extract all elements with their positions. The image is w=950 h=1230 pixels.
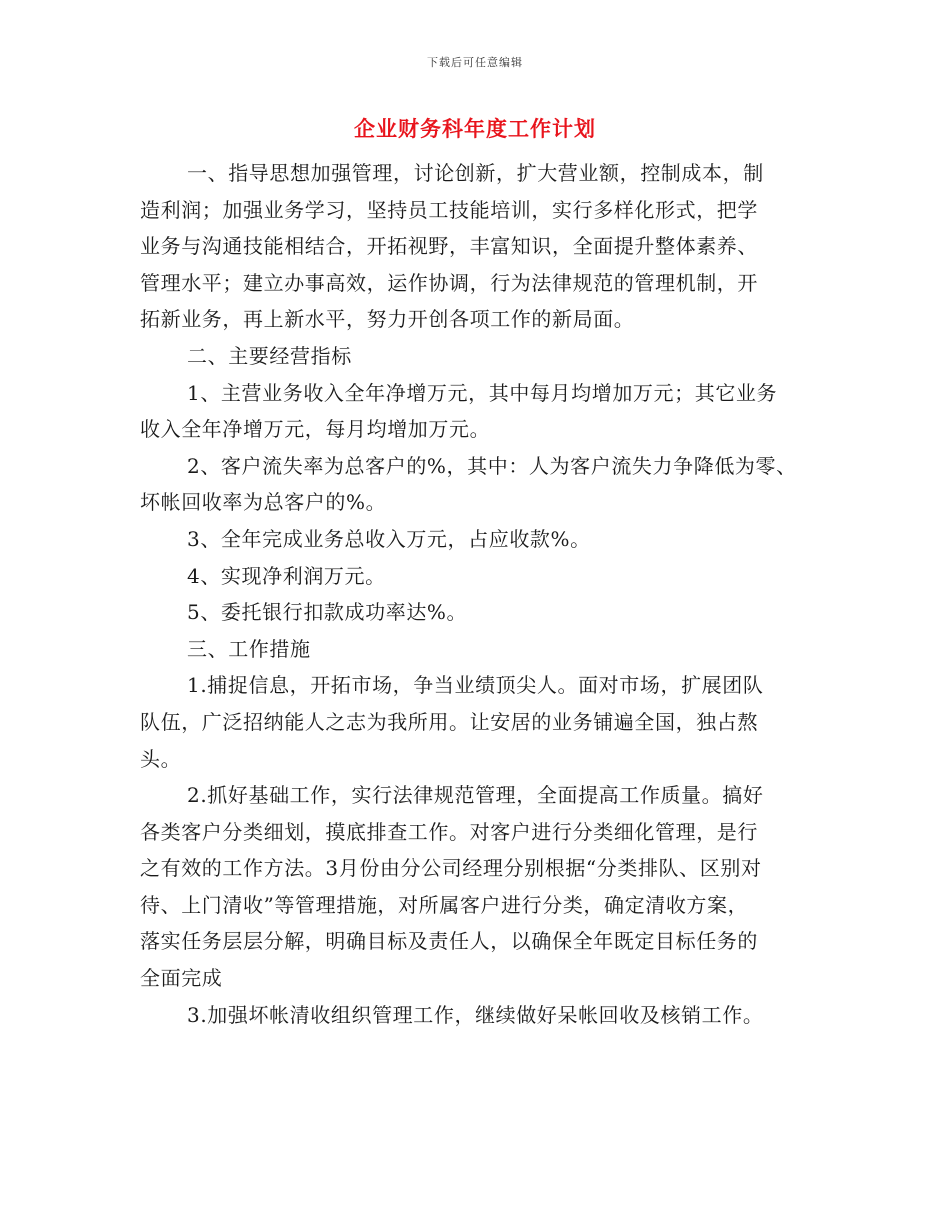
- body-line: 坏帐回收率为总客户的%。: [140, 490, 387, 515]
- body-line: 队伍，广泛招纳能人之志为我所用。让安居的业务铺遍全国，独占熬: [140, 709, 758, 734]
- body-line: 1、主营业务收入全年净增万元，其中每月均增加万元；其它业务: [187, 380, 778, 405]
- body-line: 待、上门清收”等管理措施，对所属客户进行分类，确定清收方案，: [140, 892, 749, 917]
- body-line: 各类客户分类细划，摸底排查工作。对客户进行分类细化管理，是行: [140, 819, 758, 844]
- document-body: [140, 155, 820, 1033]
- body-line: 3、全年完成业务总收入万元，占应收款%。: [187, 526, 591, 551]
- body-line: 二、主要经营指标: [187, 343, 352, 368]
- body-line: 收入全年净增万元，每月均增加万元。: [140, 417, 491, 442]
- body-line: 之有效的工作方法。3月份由分公司经理分别根据“分类排队、区别对: [140, 856, 762, 881]
- body-line: 4、实现净利润万元。: [187, 563, 386, 588]
- body-line: 三、工作措施: [187, 636, 311, 661]
- body-line: 3.加强坏帐清收组织管理工作，继续做好呆帐回收及核销工作。: [187, 1002, 764, 1027]
- body-line: 落实任务层层分解，明确目标及责任人，以确保全年既定目标任务的: [140, 929, 758, 954]
- body-line: 全面完成: [140, 966, 223, 991]
- body-line: 业务与沟通技能相结合，开拓视野，丰富知识，全面提升整体素养、: [140, 234, 758, 259]
- header-note: 下载后可任意编辑: [427, 56, 523, 69]
- body-line: 1.捕捉信息，开拓市场，争当业绩顶尖人。面对市场，扩展团队: [187, 673, 764, 698]
- body-line: 2.抓好基础工作，实行法律规范管理，全面提高工作质量。搞好: [187, 783, 764, 808]
- body-line: 拓新业务，再上新水平，努力开创各项工作的新局面。: [140, 307, 635, 332]
- body-line: 管理水平；建立办事高效，运作协调，行为法律规范的管理机制，开: [140, 270, 758, 295]
- body-line: 5、委托银行扣款成功率达%。: [187, 600, 468, 625]
- document-title: 企业财务科年度工作计划: [354, 116, 596, 141]
- body-line: 造利润；加强业务学习，坚持员工技能培训，实行多样化形式，把学: [140, 197, 758, 222]
- body-line: 一、指导思想加强管理，讨论创新，扩大营业额，控制成本，制: [187, 161, 764, 185]
- body-line: 2、客户流失率为总客户的%，其中：人为客户流失力争降低为零、: [187, 453, 797, 478]
- body-line: 头。: [140, 746, 182, 771]
